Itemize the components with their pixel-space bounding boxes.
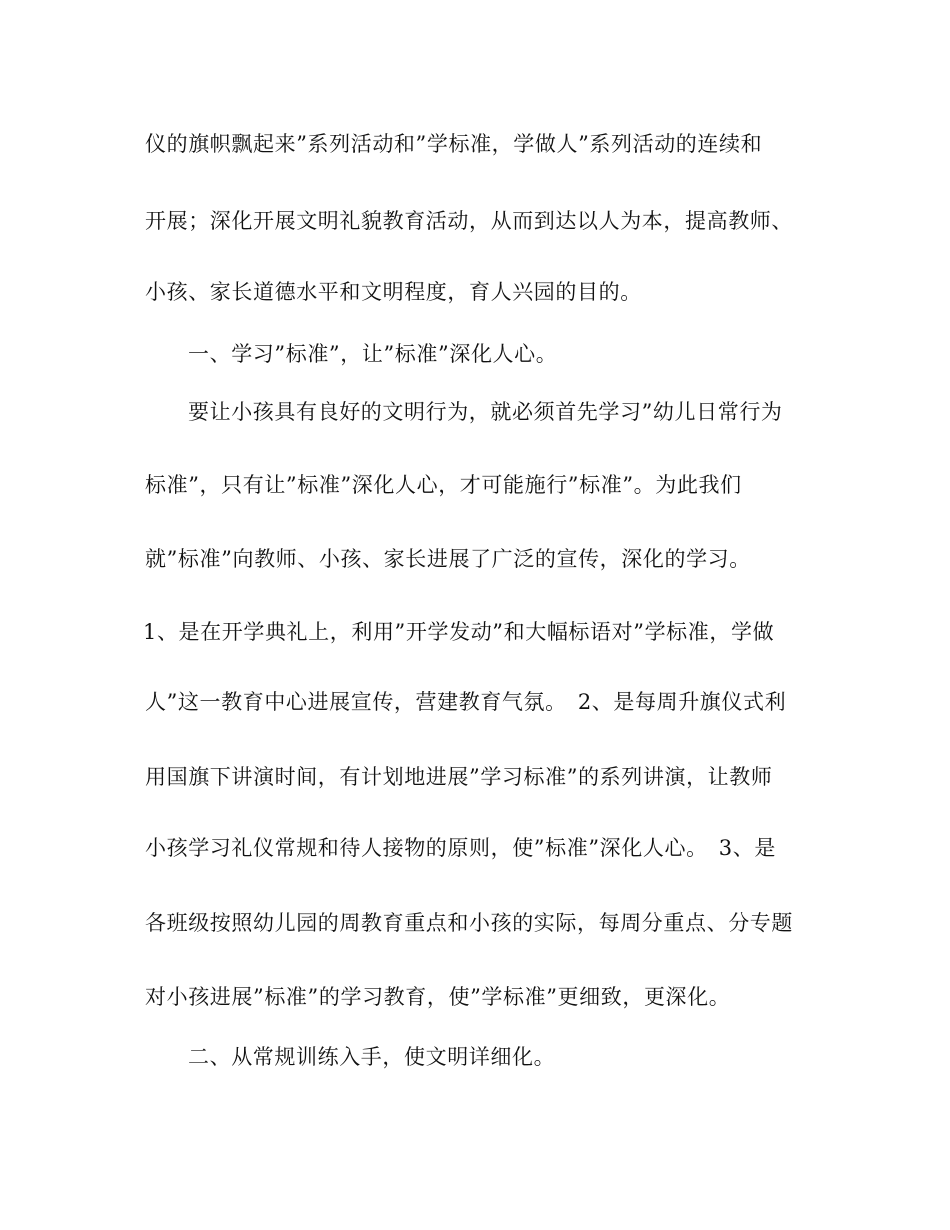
paragraph-line: 要让小孩具有良好的文明行为，就必须首先学习”幼儿日常行为 — [188, 400, 783, 424]
paragraph-line: 就”标准”向教师、小孩、家长进展了广泛的宣传，深化的学习。 — [145, 547, 751, 571]
section-heading: 一、学习”标准”，让”标准”深化人心。 — [188, 342, 558, 366]
paragraph-line: 标准”，只有让”标准”深化人心，才可能施行”标准”。为此我们 — [145, 473, 742, 497]
section-heading: 二、从常规训练入手，使文明详细化。 — [188, 1045, 556, 1069]
paragraph-line: 人”这一教育中心进展宣传，营建教育气氛。 2、是每周升旗仪式利 — [145, 690, 787, 714]
paragraph-line: 小孩学习礼仪常规和待人接物的原则，使”标准”深化人心。 3、是 — [145, 836, 776, 860]
paragraph-line: 各班级按照幼儿园的周教育重点和小孩的实际，每周分重点、分专题 — [145, 911, 793, 935]
paragraph-line: 仪的旗帜飘起来”系列活动和”学标准，学做人”系列活动的连续和 — [145, 132, 763, 156]
paragraph-line: 1、是在开学典礼上，利用”开学发动”和大幅标语对”学标准，学做 — [143, 620, 775, 644]
paragraph-line: 对小孩进展”标准”的学习教育，使”学标准”更细致，更深化。 — [145, 985, 731, 1009]
paragraph-line: 开展；深化开展文明礼貌教育活动，从而到达以人为本，提高教师、 — [145, 209, 793, 233]
paragraph-line: 小孩、家长道德水平和文明程度，育人兴园的目的。 — [145, 280, 642, 304]
paragraph-line: 用国旗下讲演时间，有计划地进展”学习标准”的系列讲演，让教师 — [145, 765, 773, 789]
